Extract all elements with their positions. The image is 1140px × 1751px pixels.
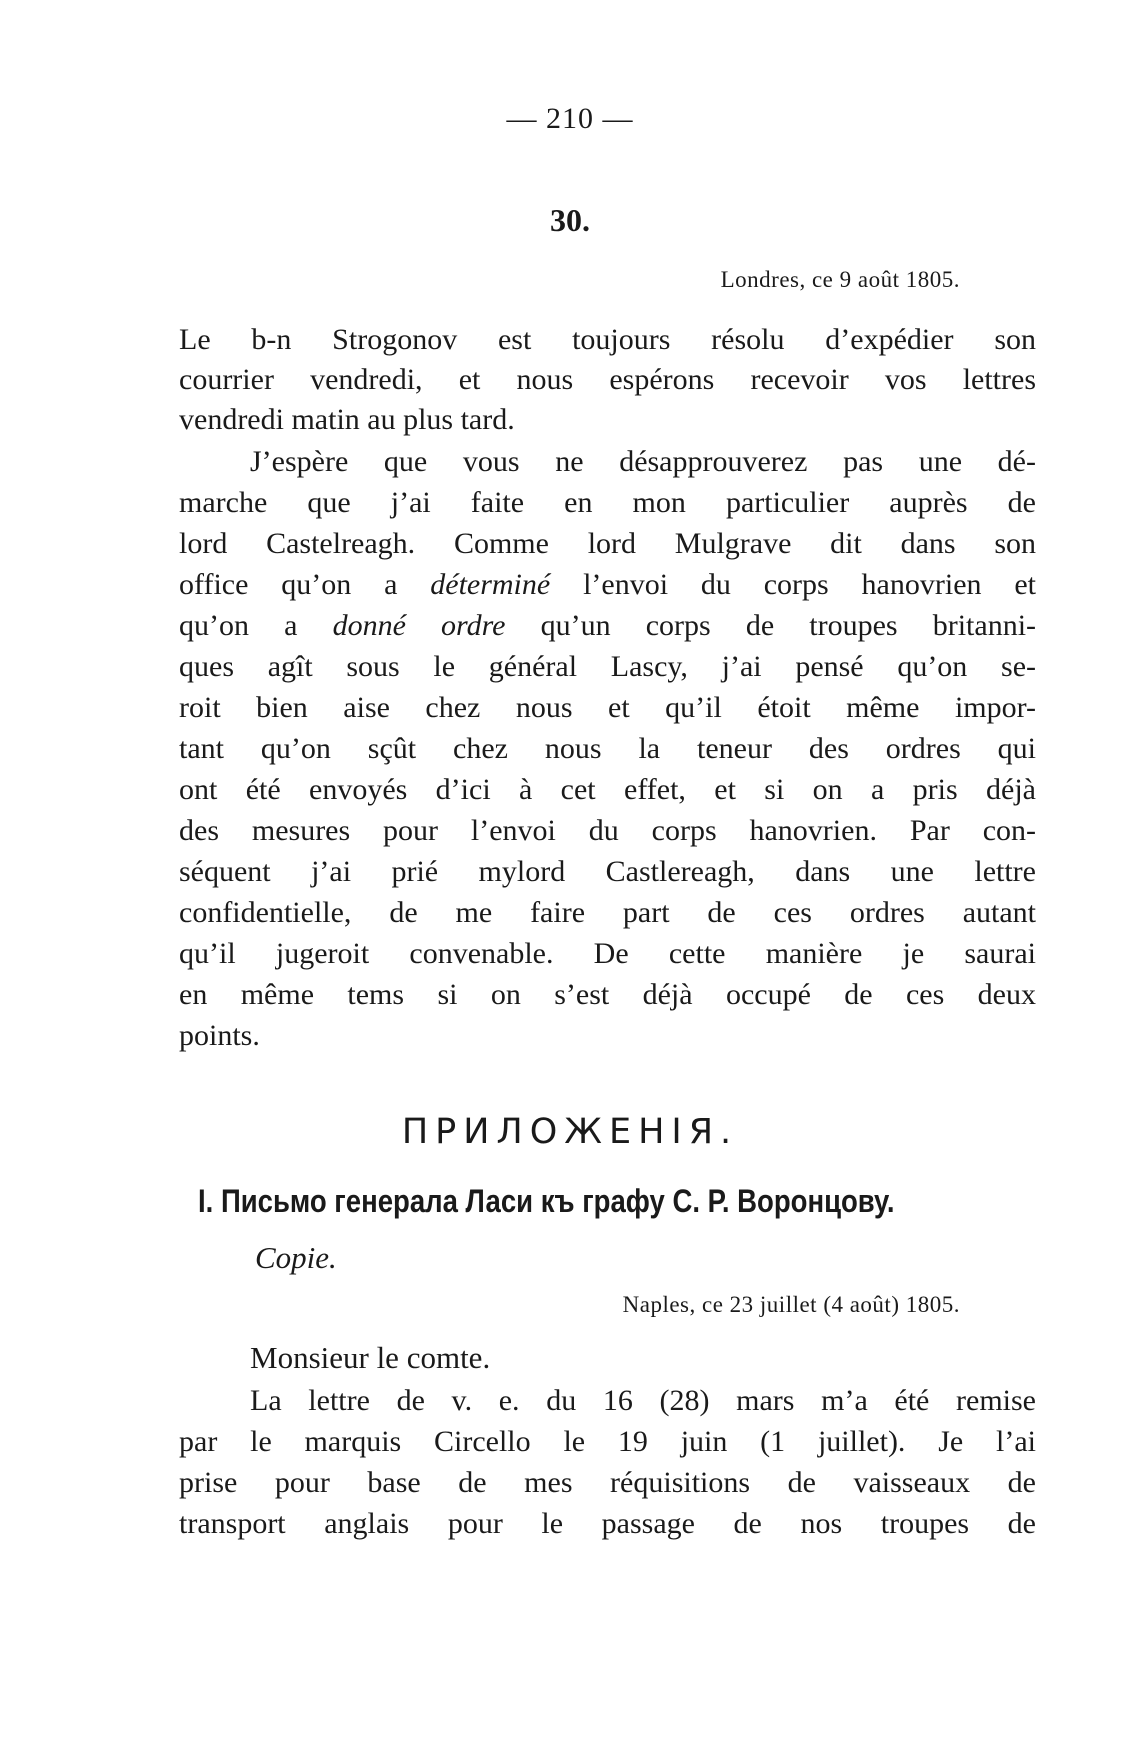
body-line-mixed	[179, 606, 1036, 646]
body-line: confidentielle, de me faire part de ces ordres autant	[179, 896, 1036, 929]
letter-dateline: Naples, ce 23 juillet (4 août) 1805.	[622, 1292, 960, 1317]
body-line: points.	[179, 1019, 260, 1052]
body-line: en même tems si on s’est déjà occupé de ces deux	[179, 978, 1036, 1011]
text-run: office qu’on a	[179, 568, 398, 601]
body-line: par le marquis Circello le 19 juin (1 juillet). Je l’ai	[179, 1425, 1036, 1458]
body-line: tant qu’on sçût chez nous la teneur des ordres qui	[179, 732, 1036, 765]
body-line: courrier vendredi, et nous espérons recevoir vos lettres	[179, 363, 1036, 396]
text-run: l’envoi du corps hanovrien et	[583, 568, 1036, 601]
section-number: 30.	[550, 202, 590, 238]
body-line: prise pour base de mes réquisitions de vaisseaux de	[179, 1466, 1036, 1499]
body-line: ques agît sous le général Lascy, j’ai pensé qu’on se-	[179, 650, 1036, 683]
salutation: Monsieur le comte.	[250, 1340, 491, 1375]
text-run: qu’on a	[179, 609, 298, 642]
page-number: — 210 —	[506, 102, 634, 135]
body-line: marche que j’ai faite en mon particulier auprès de	[179, 486, 1036, 519]
italic-emphasis: déterminé	[430, 568, 551, 601]
body-line: roit bien aise chez nous et qu’il étoit même impor-	[179, 691, 1036, 724]
appendix-title: ПРИЛОЖЕНІЯ.	[401, 1112, 739, 1152]
letter-dateline: Londres, ce 9 août 1805.	[720, 267, 960, 292]
body-line: transport anglais pour le passage de nos troupes de	[179, 1507, 1036, 1540]
body-line: qu’il jugeroit convenable. De cette manière je saurai	[179, 937, 1036, 970]
body-line: lord Castelreagh. Comme lord Mulgrave dit dans son	[179, 527, 1036, 560]
body-line-mixed	[179, 565, 1036, 605]
copy-label: Copie.	[255, 1240, 337, 1275]
letter-heading: I. Письмо генерала Ласи къ графу С. Р. Воронцову.	[198, 1183, 895, 1219]
body-line: ont été envoyés d’ici à cet effet, et si on a pris déjà	[179, 773, 1036, 806]
body-line: Le b-n Strogonov est toujours résolu d’expédier son	[179, 323, 1036, 356]
text-run: qu’un corps de troupes britanni-	[540, 609, 1037, 642]
body-line: La lettre de v. e. du 16 (28) mars m’a été remise	[250, 1384, 1036, 1417]
italic-emphasis: donné ordre	[332, 609, 506, 642]
body-line: séquent j’ai prié mylord Castlereagh, dans une lettre	[179, 855, 1036, 888]
body-line: vendredi matin au plus tard.	[179, 403, 515, 436]
body-line: des mesures pour l’envoi du corps hanovrien. Par con-	[179, 814, 1036, 847]
body-line: J’espère que vous ne désapprouverez pas une dé-	[250, 445, 1036, 478]
